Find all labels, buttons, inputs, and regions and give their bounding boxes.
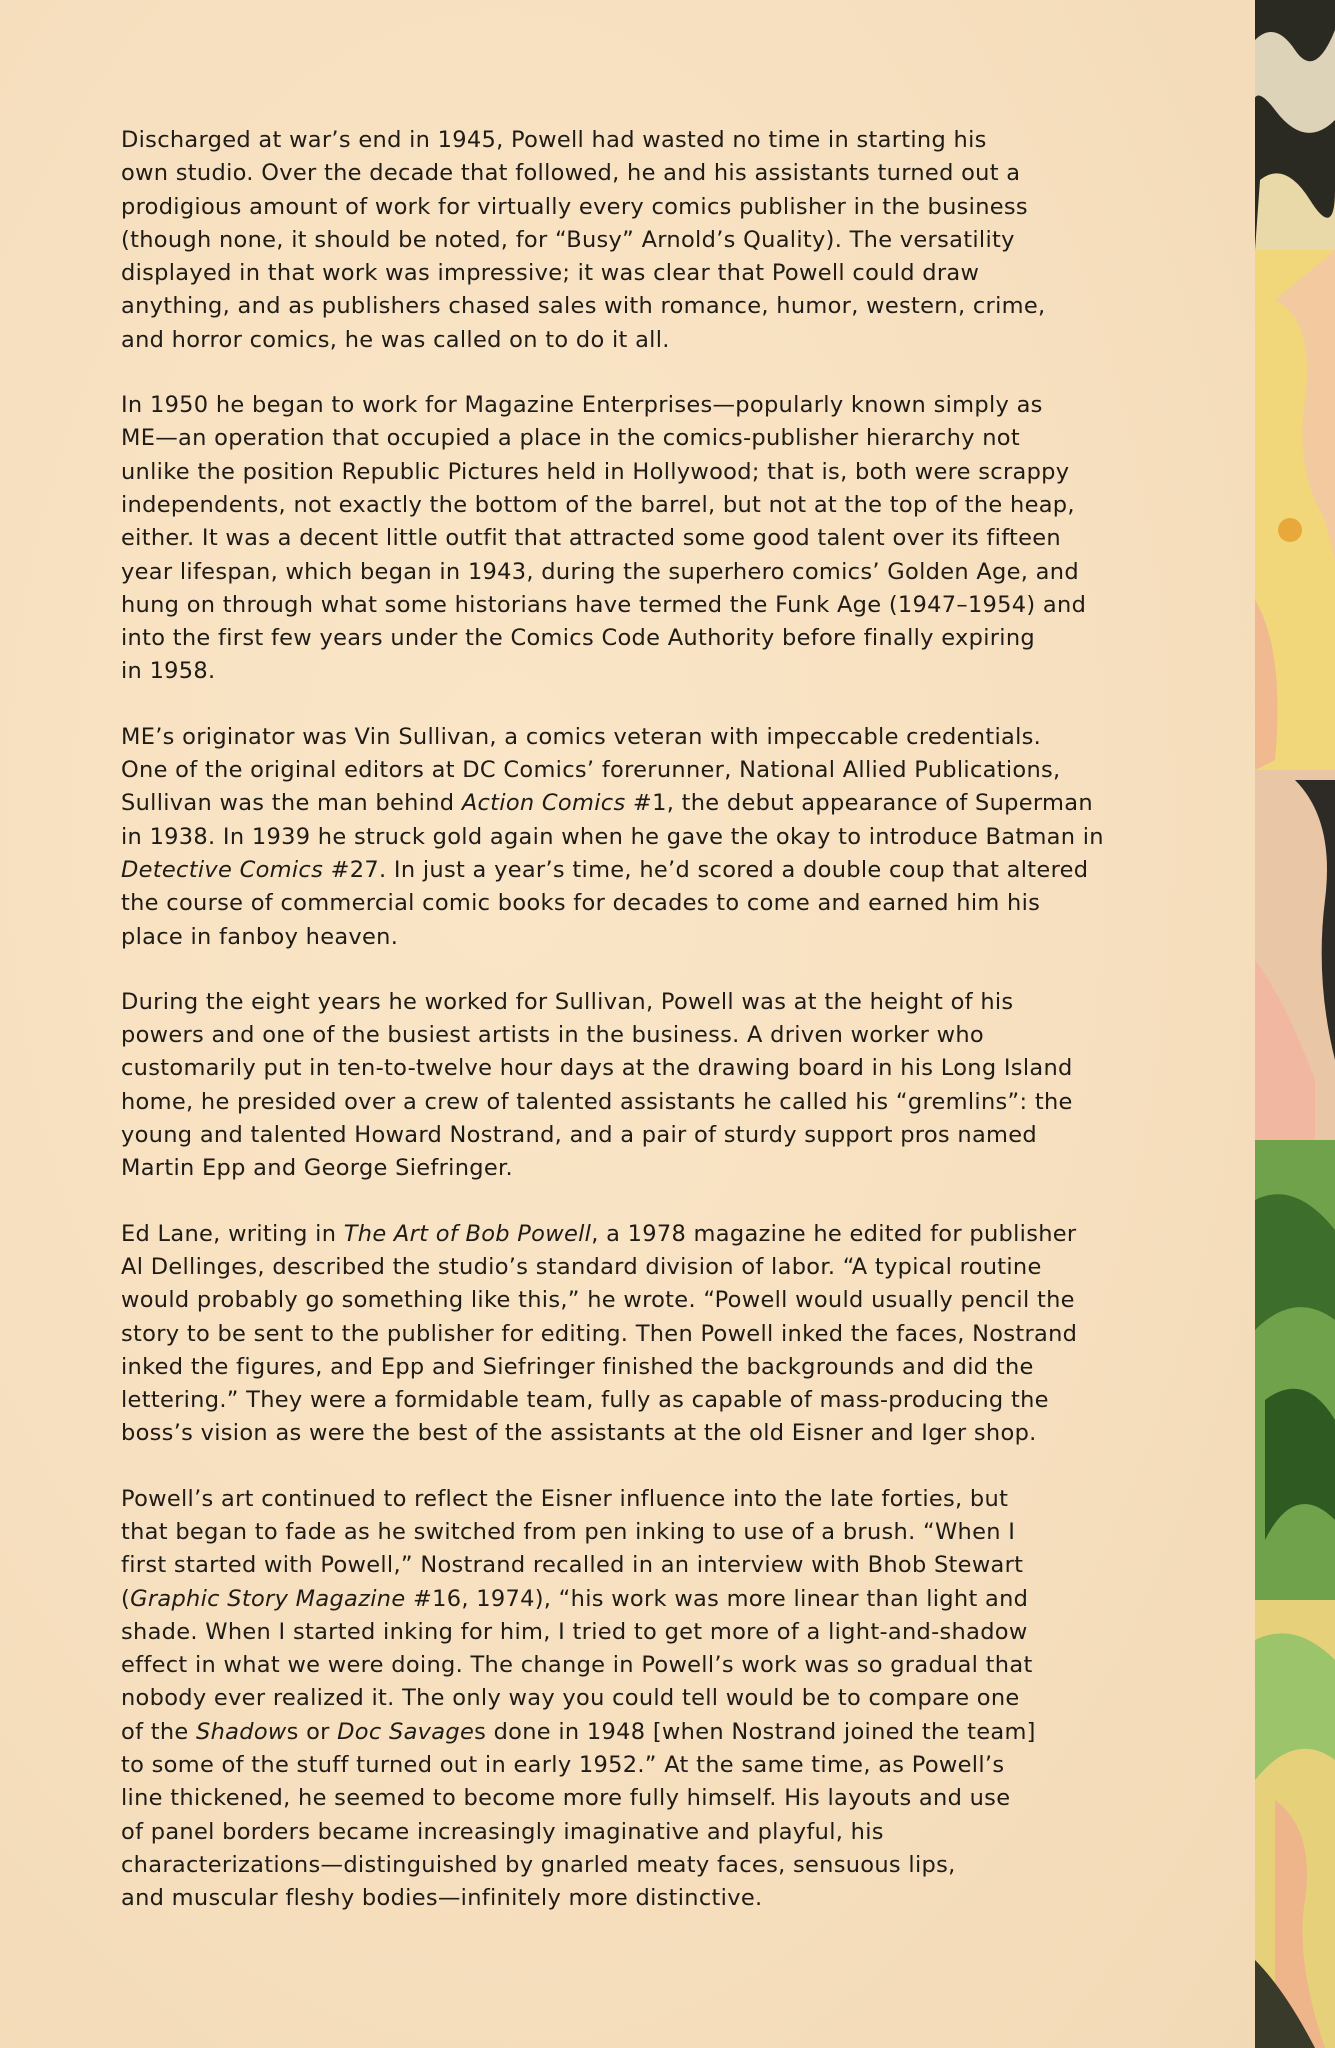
text-run: displayed in that work was impressive; it was clear that Powell could draw xyxy=(121,260,980,287)
italic-title: Shadow xyxy=(196,1718,287,1745)
text-line xyxy=(121,787,1181,820)
text-run: home, he presided over a crew of talented assistants he called his “gremlins”: the xyxy=(121,1088,1073,1115)
text-run: effect in what we were doing. The change in Powell’s work was so gradual that xyxy=(121,1652,1033,1679)
text-run: would probably go something like this,” he wrote. “Powell would usually pencil the xyxy=(121,1287,1075,1314)
text-run: #16, 1974), “his work was more linear than light and xyxy=(405,1585,1029,1612)
text-run: s done in 1948 [when Nostrand joined the team] xyxy=(474,1718,1036,1745)
text-run: and horror comics, he was called on to do it all. xyxy=(121,326,670,353)
text-line xyxy=(121,655,1181,688)
text-run: of panel borders became increasingly imaginative and playful, his xyxy=(121,1818,884,1845)
text-line xyxy=(121,1086,1181,1119)
text-run: customarily put in ten-to-twelve hour days at the drawing board in his Long Island xyxy=(121,1055,1073,1082)
text-run: that began to fade as he switched from pen inking to use of a brush. “When I xyxy=(121,1518,1016,1545)
text-run: Sullivan was the man behind xyxy=(121,790,462,817)
text-line xyxy=(121,456,1181,489)
text-run: story to be sent to the publisher for editing. Then Powell inked the faces, Nostrand xyxy=(121,1320,1078,1347)
text-line xyxy=(121,522,1181,555)
italic-title: Graphic Story Magazine xyxy=(130,1585,406,1612)
text-run: inked the figures, and Epp and Siefringer finished the backgrounds and did the xyxy=(121,1353,1034,1380)
text-run: (though none, it should be noted, for “Busy” Arnold’s Quality). The versatility xyxy=(121,226,1015,253)
text-run: s or xyxy=(286,1718,338,1745)
text-line xyxy=(121,1284,1181,1317)
text-run: unlike the position Republic Pictures held in Hollywood; that is, both were scrappy xyxy=(121,458,1070,485)
text-line xyxy=(121,622,1181,655)
essay-paragraph xyxy=(121,986,1181,1186)
text-line xyxy=(121,1882,1181,1915)
text-run: Martin Epp and George Siefringer. xyxy=(121,1155,513,1182)
text-run: lettering.” They were a formidable team, fully as capable of mass-producing the xyxy=(121,1387,1049,1414)
text-run: Discharged at war’s end in 1945, Powell had wasted no time in starting his xyxy=(121,127,987,153)
essay-paragraph xyxy=(121,1483,1181,1916)
text-line xyxy=(121,489,1181,522)
text-run: boss’s vision as were the best of the assistants at the old Eisner and Iger shop. xyxy=(121,1420,1037,1447)
text-run: , a 1978 magazine he edited for publisher xyxy=(591,1220,1077,1247)
text-line xyxy=(121,887,1181,920)
text-line xyxy=(121,1483,1181,1516)
text-line xyxy=(121,1384,1181,1417)
text-run: characterizations—distinguished by gnarled meaty faces, sensuous lips, xyxy=(121,1851,956,1878)
text-line xyxy=(121,754,1181,787)
text-run: Al Dellinges, described the studio’s standard division of labor. “A typical routine xyxy=(121,1253,1042,1280)
text-run: nobody ever realized it. The only way you could tell would be to compare one xyxy=(121,1685,1020,1712)
text-line xyxy=(121,589,1181,622)
comic-art-illustration xyxy=(1255,0,1335,2048)
text-line xyxy=(121,1417,1181,1450)
italic-title: Doc Savage xyxy=(337,1718,475,1745)
text-run: prodigious amount of work for virtually every comics publisher in the business xyxy=(121,193,1028,220)
text-run: year lifespan, which began in 1943, during the superhero comics’ Golden Age, and xyxy=(121,558,1079,585)
essay-body xyxy=(121,124,1181,1948)
text-run: of the xyxy=(121,1718,197,1745)
text-run: #1, the debut appearance of Superman xyxy=(625,790,1093,817)
text-run: ( xyxy=(121,1585,131,1612)
text-line xyxy=(121,1583,1181,1616)
text-run: #27. In just a year’s time, he’d scored a double coup that altered xyxy=(323,856,1089,883)
essay-paragraph xyxy=(121,124,1181,357)
text-run: place in fanboy heaven. xyxy=(121,923,399,950)
text-line xyxy=(121,721,1181,754)
text-line xyxy=(121,1749,1181,1782)
text-line xyxy=(121,1119,1181,1152)
text-line xyxy=(121,1318,1181,1351)
text-run: shade. When I started inking for him, I tried to get more of a light-and-shadow xyxy=(121,1618,1028,1645)
text-line xyxy=(121,324,1181,357)
text-line xyxy=(121,1152,1181,1185)
text-run: in 1958. xyxy=(121,658,216,685)
text-run: During the eight years he worked for Sullivan, Powell was at the height of his xyxy=(121,988,1014,1015)
text-line xyxy=(121,290,1181,323)
text-line xyxy=(121,1716,1181,1749)
text-run: independents, not exactly the bottom of the barrel, but not at the top of the heap, xyxy=(121,491,1075,518)
essay-paragraph xyxy=(121,389,1181,689)
text-run: first started with Powell,” Nostrand recalled in an interview with Bhob Stewart xyxy=(121,1552,1024,1579)
text-run: anything, and as publishers chased sales with romance, humor, western, crime, xyxy=(121,293,1046,320)
text-run: hung on through what some historians have termed the Funk Age (1947–1954) and xyxy=(121,591,1087,618)
text-line xyxy=(121,1218,1181,1251)
text-line xyxy=(121,257,1181,290)
comic-earring xyxy=(1278,518,1302,542)
text-line xyxy=(121,389,1181,422)
text-line xyxy=(121,422,1181,455)
italic-title: Action Comics xyxy=(461,790,626,817)
text-line xyxy=(121,556,1181,589)
comic-art-edge xyxy=(1255,0,1335,2048)
text-line xyxy=(121,1251,1181,1284)
text-line xyxy=(121,854,1181,887)
text-run: into the first few years under the Comics Code Authority before finally expiring xyxy=(121,625,1035,652)
text-line xyxy=(121,1849,1181,1882)
text-line xyxy=(121,986,1181,1019)
text-line xyxy=(121,1616,1181,1649)
text-run: Powell’s art continued to reflect the Eisner influence into the late forties, but xyxy=(121,1485,1009,1512)
essay-paragraph xyxy=(121,721,1181,954)
text-line xyxy=(121,1649,1181,1682)
text-line xyxy=(121,1816,1181,1849)
text-run: One of the original editors at DC Comics’ forerunner, National Allied Publications, xyxy=(121,757,1061,784)
text-line xyxy=(121,1782,1181,1815)
text-line xyxy=(121,1351,1181,1384)
text-run: own studio. Over the decade that followed, he and his assistants turned out a xyxy=(121,160,1021,187)
text-run: to some of the stuff turned out in early 1952.” At the same time, as Powell’s xyxy=(121,1752,1005,1779)
text-line xyxy=(121,1549,1181,1582)
italic-title: The Art of Bob Powell xyxy=(343,1220,592,1247)
text-run: ME’s originator was Vin Sullivan, a comics veteran with impeccable credentials. xyxy=(121,723,1042,750)
essay-paragraph xyxy=(121,1218,1181,1451)
text-line xyxy=(121,224,1181,257)
text-line xyxy=(121,1019,1181,1052)
text-line xyxy=(121,921,1181,954)
text-line xyxy=(121,1052,1181,1085)
text-run: Ed Lane, writing in xyxy=(121,1220,344,1247)
text-line xyxy=(121,124,1181,157)
text-line xyxy=(121,821,1181,854)
text-run: the course of commercial comic books for decades to come and earned him his xyxy=(121,890,1041,917)
text-line xyxy=(121,157,1181,190)
text-run: and muscular fleshy bodies—infinitely more distinctive. xyxy=(121,1885,763,1912)
text-run: in 1938. In 1939 he struck gold again when he gave the okay to introduce Batman in xyxy=(121,823,1104,850)
italic-title: Detective Comics xyxy=(121,856,324,883)
text-run: young and talented Howard Nostrand, and a pair of sturdy support pros named xyxy=(121,1122,1037,1149)
text-run: In 1950 he began to work for Magazine Enterprises—popularly known simply as xyxy=(121,392,1043,419)
text-run: line thickened, he seemed to become more fully himself. His layouts and use xyxy=(121,1785,1011,1812)
text-line xyxy=(121,1516,1181,1549)
text-run: either. It was a decent little outfit that attracted some good talent over its fifteen xyxy=(121,525,1061,552)
text-line xyxy=(121,1682,1181,1715)
text-line xyxy=(121,191,1181,224)
text-run: powers and one of the busiest artists in the business. A driven worker who xyxy=(121,1022,984,1049)
text-run: ME—an operation that occupied a place in the comics-publisher hierarchy not xyxy=(121,425,1020,452)
